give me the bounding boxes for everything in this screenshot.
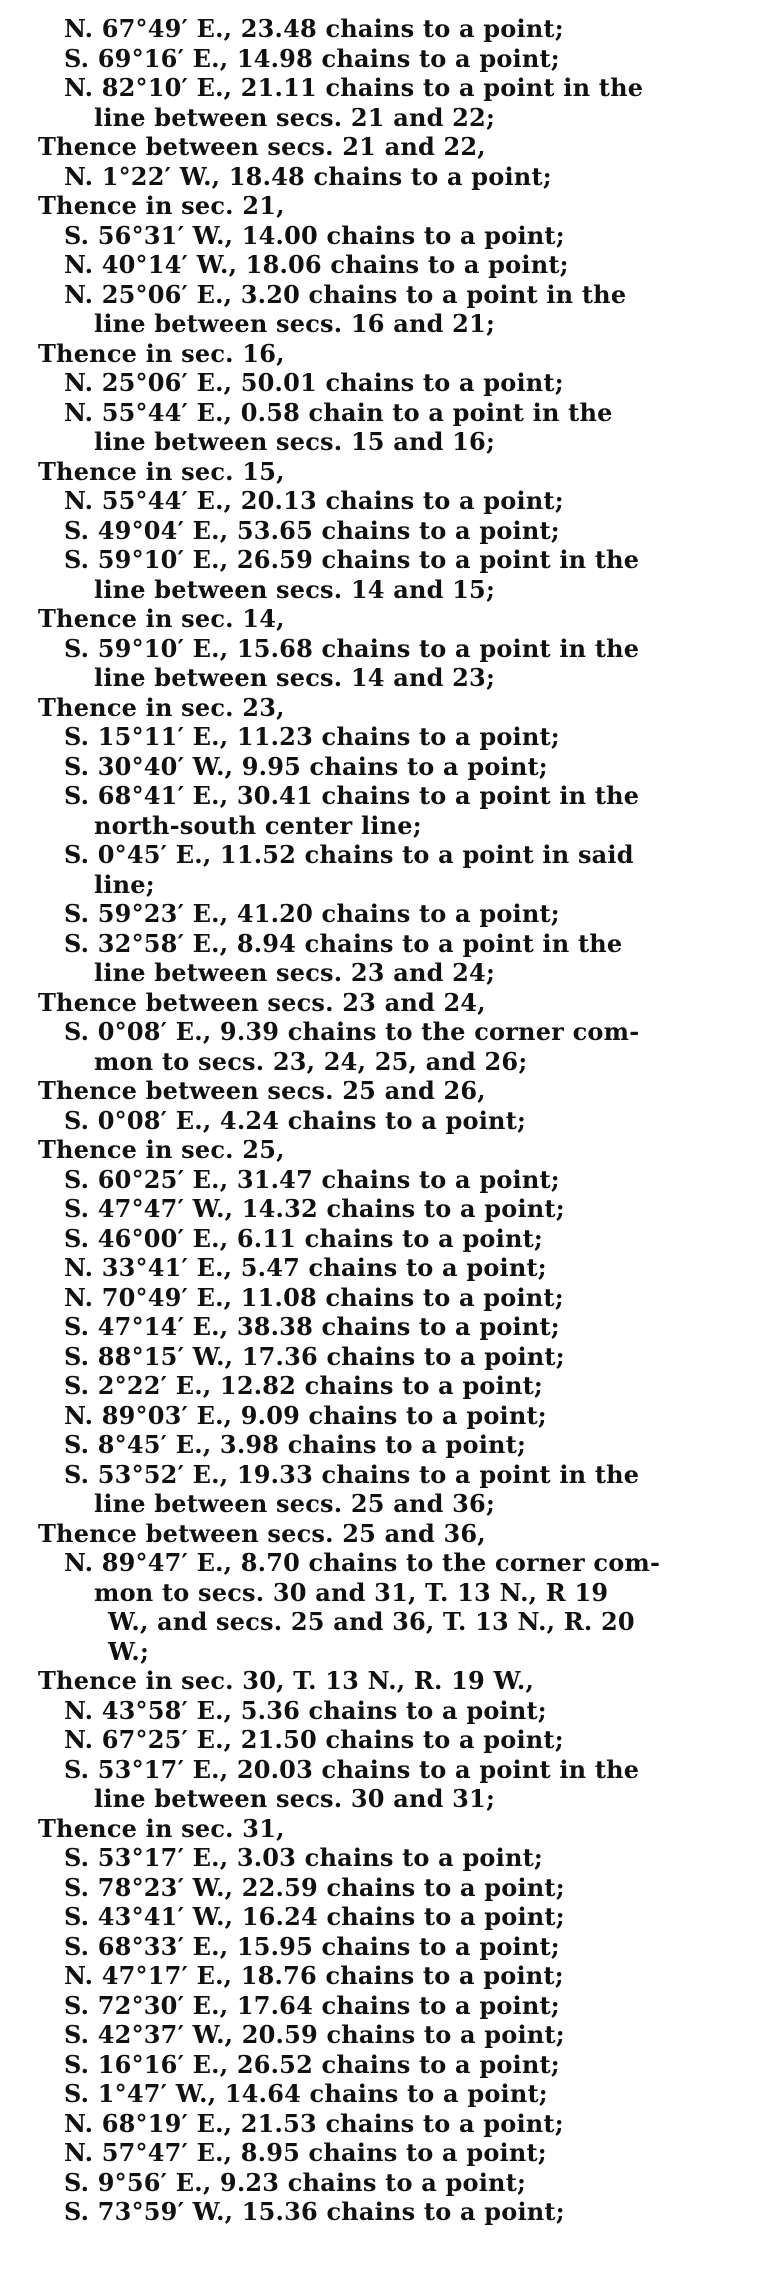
course-line: S. 0°45′ E., 11.52 chains to a point in said	[64, 840, 634, 869]
course-line: S. 47°47′ W., 14.32 chains to a point;	[64, 1194, 565, 1223]
continuation-line: W., and secs. 25 and 36, T. 13 N., R. 20	[108, 1607, 635, 1636]
course-line: N. 70°49′ E., 11.08 chains to a point;	[64, 1282, 564, 1312]
course-line: S. 42°37′ W., 20.59 chains to a point;	[64, 2020, 565, 2049]
course-line: N. 67°25′ E., 21.50 chains to a point;	[64, 1725, 564, 1754]
course-line: S. 47°14′ E., 38.38 chains to a point;	[64, 1312, 560, 1341]
thence-line: Thence in sec. 31,	[38, 1813, 285, 1843]
thence-line: Thence in sec. 30, T. 13 N., R. 19 W.,	[38, 1666, 535, 1695]
course-line: S. 46°00′ E., 6.11 chains to a point;	[64, 1223, 543, 1253]
course-line: S. 68°41′ E., 30.41 chains to a point in the	[64, 781, 640, 810]
continuation-line: W.;	[108, 1636, 150, 1666]
thence-line: Thence between secs. 25 and 36,	[38, 1518, 486, 1548]
course-line: N. 57°47′ E., 8.95 chains to a point;	[64, 2138, 547, 2167]
thence-line: Thence in sec. 15,	[38, 456, 285, 486]
thence-line: Thence between secs. 23 and 24,	[38, 987, 486, 1017]
thence-line: Thence in sec. 23,	[38, 692, 285, 722]
course-line: S. 0°08′ E., 4.24 chains to a point;	[64, 1105, 527, 1135]
continuation-line: line;	[94, 869, 155, 899]
course-line: S. 16°16′ E., 26.52 chains to a point;	[64, 2049, 560, 2079]
thence-line: Thence between secs. 25 and 26,	[38, 1076, 486, 1105]
course-line: S. 59°10′ E., 26.59 chains to a point in the	[64, 545, 640, 574]
course-line: N. 55°44′ E., 20.13 chains to a point;	[64, 486, 564, 515]
course-line: S. 1°47′ W., 14.64 chains to a point;	[64, 2079, 548, 2108]
course-line: S. 59°10′ E., 15.68 chains to a point in the	[64, 633, 640, 663]
course-line: S. 43°41′ W., 16.24 chains to a point;	[64, 1902, 565, 1931]
continuation-line: line between secs. 21 and 22;	[94, 102, 496, 132]
course-line: N. 55°44′ E., 0.58 chain to a point in the	[64, 397, 613, 427]
course-line: S. 53°17′ E., 20.03 chains to a point in the	[64, 1754, 640, 1784]
course-line: N. 1°22′ W., 18.48 chains to a point;	[64, 161, 552, 191]
course-line: N. 47°17′ E., 18.76 chains to a point;	[64, 1961, 564, 1990]
course-line: N. 82°10′ E., 21.11 chains to a point in the	[64, 73, 644, 102]
thence-line: Thence in sec. 21,	[38, 191, 285, 220]
continuation-line: line between secs. 14 and 23;	[94, 663, 496, 692]
course-line: N. 89°47′ E., 8.70 chains to the corner com-	[64, 1548, 661, 1577]
course-line: S. 8°45′ E., 3.98 chains to a point;	[64, 1430, 527, 1459]
course-line: N. 40°14′ W., 18.06 chains to a point;	[64, 250, 569, 279]
course-line: N. 33°41′ E., 5.47 chains to a point;	[64, 1253, 547, 1282]
continuation-line: line between secs. 15 and 16;	[94, 427, 496, 456]
course-line: S. 32°58′ E., 8.94 chains to a point in the	[64, 928, 623, 958]
thence-line: Thence between secs. 21 and 22,	[38, 132, 486, 161]
course-line: S. 68°33′ E., 15.95 chains to a point;	[64, 1931, 560, 1961]
course-line: S. 15°11′ E., 11.23 chains to a point;	[64, 722, 560, 751]
continuation-line: mon to secs. 23, 24, 25, and 26;	[94, 1046, 528, 1076]
course-line: N. 68°19′ E., 21.53 chains to a point;	[64, 2108, 564, 2138]
course-line: S. 2°22′ E., 12.82 chains to a point;	[64, 1371, 543, 1400]
continuation-line: mon to secs. 30 and 31, T. 13 N., R 19	[94, 1577, 609, 1607]
course-line: S. 78°23′ W., 22.59 chains to a point;	[64, 1872, 565, 1902]
course-line: N. 25°06′ E., 50.01 chains to a point;	[64, 368, 564, 397]
course-line: S. 69°16′ E., 14.98 chains to a point;	[64, 43, 560, 73]
course-line: S. 53°17′ E., 3.03 chains to a point;	[64, 1843, 543, 1872]
boundary-description	[28, 14, 738, 2227]
continuation-line: line between secs. 14 and 15;	[94, 574, 496, 604]
course-line: S. 49°04′ E., 53.65 chains to a point;	[64, 515, 560, 545]
course-line: S. 60°25′ E., 31.47 chains to a point;	[64, 1164, 560, 1194]
course-line: N. 89°03′ E., 9.09 chains to a point;	[64, 1400, 547, 1430]
continuation-line: line between secs. 30 and 31;	[94, 1784, 496, 1813]
course-line: S. 72°30′ E., 17.64 chains to a point;	[64, 1990, 560, 2020]
continuation-line: line between secs. 23 and 24;	[94, 958, 496, 987]
course-line: S. 53°52′ E., 19.33 chains to a point in the	[64, 1459, 640, 1489]
thence-line: Thence in sec. 14,	[38, 604, 285, 633]
course-line: S. 0°08′ E., 9.39 chains to the corner com-	[64, 1017, 640, 1046]
course-line: S. 88°15′ W., 17.36 chains to a point;	[64, 1341, 565, 1371]
course-line: S. 9°56′ E., 9.23 chains to a point;	[64, 2167, 527, 2197]
course-line: S. 73°59′ W., 15.36 chains to a point;	[64, 2197, 565, 2226]
continuation-line: line between secs. 16 and 21;	[94, 309, 496, 338]
course-line: S. 59°23′ E., 41.20 chains to a point;	[64, 899, 560, 928]
course-line: N. 67°49′ E., 23.48 chains to a point;	[64, 14, 564, 43]
continuation-line: line between secs. 25 and 36;	[94, 1489, 496, 1518]
course-line: N. 25°06′ E., 3.20 chains to a point in the	[64, 279, 627, 309]
thence-line: Thence in sec. 25,	[38, 1135, 285, 1164]
thence-line: Thence in sec. 16,	[38, 338, 285, 368]
course-line: N. 43°58′ E., 5.36 chains to a point;	[64, 1695, 547, 1725]
course-line: S. 30°40′ W., 9.95 chains to a point;	[64, 751, 548, 781]
course-line: S. 56°31′ W., 14.00 chains to a point;	[64, 220, 565, 250]
continuation-line: north-south center line;	[94, 810, 422, 840]
